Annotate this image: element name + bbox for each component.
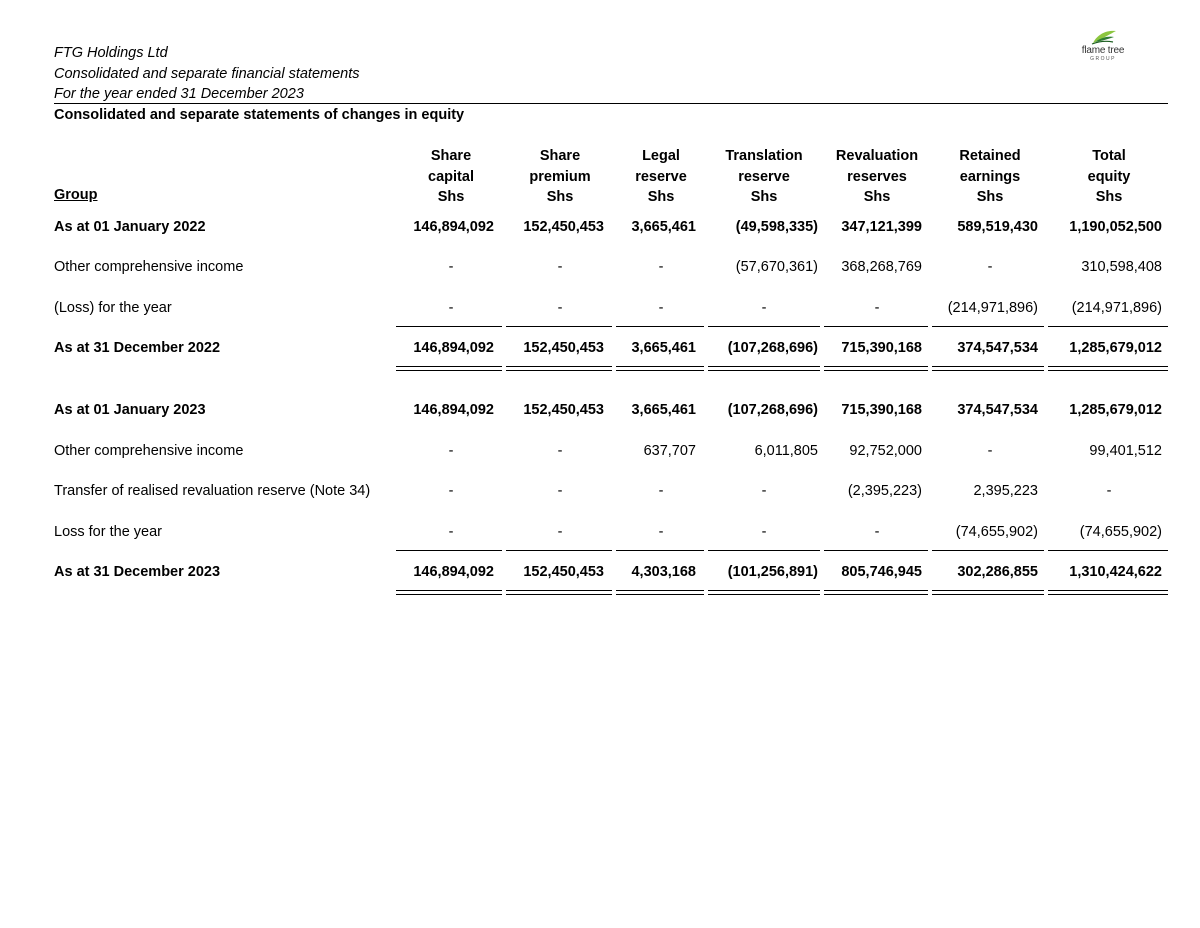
column-header: [1049, 146, 1169, 208]
column-header-line: Shs: [437, 189, 465, 205]
column-header-line: Revaluation: [835, 148, 919, 164]
table-cell: -: [448, 524, 454, 540]
table-cell: -: [448, 300, 454, 316]
table-cell: -: [987, 443, 993, 459]
table-cell: 3,665,461: [631, 219, 696, 235]
table-cell: 637,707: [643, 443, 696, 459]
period-subtitle: For the year ended 31 December 2023: [54, 86, 304, 102]
column-header-line: Share: [539, 148, 581, 164]
table-cell: (107,268,696): [727, 340, 818, 356]
table-cell: -: [557, 524, 563, 540]
table-cell: -: [761, 483, 767, 499]
subtotal-underline: [616, 550, 704, 551]
total-double-underline: [708, 366, 820, 371]
column-header-line: Shs: [647, 189, 675, 205]
table-cell: 368,268,769: [841, 259, 922, 275]
column-header-line: reserve: [635, 168, 687, 185]
table-cell: -: [658, 259, 664, 275]
table-cell: -: [1106, 483, 1112, 499]
table-cell: 715,390,168: [841, 340, 922, 356]
table-cell: 146,894,092: [413, 219, 494, 235]
row-label: Loss for the year: [54, 524, 162, 540]
column-header-line: earnings: [959, 168, 1021, 185]
table-cell: -: [987, 259, 993, 275]
table-cell: 152,450,453: [523, 340, 604, 356]
total-double-underline: [616, 366, 704, 371]
logo-wordmark: flame tree: [1081, 45, 1125, 56]
flame-tree-logo: [1078, 28, 1128, 64]
table-cell: 2,395,223: [973, 483, 1038, 499]
row-label: Other comprehensive income: [54, 259, 244, 275]
table-cell: 715,390,168: [841, 402, 922, 418]
column-header-line: equity: [1087, 168, 1131, 185]
company-name: FTG Holdings Ltd: [54, 45, 168, 61]
table-cell: (101,256,891): [727, 564, 818, 580]
column-header-line: Share: [430, 148, 472, 164]
table-cell: -: [874, 524, 880, 540]
table-cell: 152,450,453: [523, 402, 604, 418]
total-double-underline: [824, 366, 928, 371]
total-double-underline: [708, 590, 820, 595]
column-header-line: premium: [529, 168, 591, 185]
table-cell: -: [874, 300, 880, 316]
table-cell: -: [658, 524, 664, 540]
total-double-underline: [1048, 366, 1168, 371]
row-label: As at 31 December 2023: [54, 564, 221, 580]
subtotal-underline: [396, 550, 502, 551]
page-title: Consolidated and separate statements of changes in equity: [54, 107, 465, 123]
table-cell: -: [448, 259, 454, 275]
table-cell: (214,971,896): [1071, 300, 1162, 316]
column-header: [704, 146, 824, 208]
table-cell: 589,519,430: [957, 219, 1038, 235]
table-cell: 374,547,534: [957, 402, 1038, 418]
column-header-line: Shs: [1095, 189, 1123, 205]
subtotal-underline: [1048, 326, 1168, 327]
table-cell: 146,894,092: [413, 564, 494, 580]
column-header: [391, 146, 511, 208]
row-label: As at 31 December 2022: [54, 340, 221, 356]
column-header-line: reserve: [738, 168, 790, 185]
table-cell: 146,894,092: [413, 402, 494, 418]
subtotal-underline: [616, 326, 704, 327]
table-cell: 1,285,679,012: [1069, 402, 1162, 418]
row-label: Other comprehensive income: [54, 443, 244, 459]
total-double-underline: [616, 590, 704, 595]
table-cell: 152,450,453: [523, 219, 604, 235]
total-double-underline: [506, 366, 612, 371]
table-cell: 1,285,679,012: [1069, 340, 1162, 356]
group-label: Group: [54, 187, 98, 203]
table-cell: (107,268,696): [727, 402, 818, 418]
header-rule: [54, 103, 1168, 104]
table-cell: 805,746,945: [841, 564, 922, 580]
column-header: [601, 146, 721, 208]
subtotal-underline: [396, 326, 502, 327]
subtotal-underline: [932, 550, 1044, 551]
column-header-line: Retained: [959, 148, 1021, 164]
table-cell: (74,655,902): [1079, 524, 1162, 540]
subtotal-underline: [824, 550, 928, 551]
row-label: Transfer of realised revaluation reserve (Note 34): [54, 483, 371, 499]
leaf-icon: [1078, 28, 1128, 46]
row-label: As at 01 January 2022: [54, 219, 206, 235]
table-cell: -: [761, 300, 767, 316]
table-cell: 302,286,855: [957, 564, 1038, 580]
table-cell: -: [448, 483, 454, 499]
subtotal-underline: [932, 326, 1044, 327]
table-cell: 146,894,092: [413, 340, 494, 356]
table-cell: 4,303,168: [631, 564, 696, 580]
subtotal-underline: [824, 326, 928, 327]
column-header: [817, 146, 937, 208]
row-label: (Loss) for the year: [54, 300, 172, 316]
table-cell: (49,598,335): [735, 219, 818, 235]
subtotal-underline: [1048, 550, 1168, 551]
table-cell: 1,310,424,622: [1069, 564, 1162, 580]
column-header-line: reserves: [847, 168, 907, 185]
subtotal-underline: [506, 550, 612, 551]
total-double-underline: [396, 366, 502, 371]
table-cell: -: [658, 300, 664, 316]
table-cell: 92,752,000: [849, 443, 922, 459]
table-cell: -: [557, 443, 563, 459]
total-double-underline: [932, 366, 1044, 371]
table-cell: 310,598,408: [1081, 259, 1162, 275]
table-cell: 1,190,052,500: [1069, 219, 1162, 235]
column-header-line: capital: [428, 168, 474, 185]
table-cell: (2,395,223): [847, 483, 922, 499]
total-double-underline: [396, 590, 502, 595]
total-double-underline: [506, 590, 612, 595]
column-header: [930, 146, 1050, 208]
column-header-line: Translation: [725, 148, 803, 164]
column-header-line: Total: [1092, 148, 1126, 164]
table-cell: 152,450,453: [523, 564, 604, 580]
column-header-line: Shs: [750, 189, 778, 205]
table-cell: (74,655,902): [955, 524, 1038, 540]
total-double-underline: [932, 590, 1044, 595]
statements-subtitle: Consolidated and separate financial statements: [54, 66, 360, 82]
column-header-line: Legal: [642, 148, 680, 164]
total-double-underline: [1048, 590, 1168, 595]
table-cell: 347,121,399: [841, 219, 922, 235]
table-cell: 374,547,534: [957, 340, 1038, 356]
table-cell: -: [557, 259, 563, 275]
subtotal-underline: [506, 326, 612, 327]
table-cell: 3,665,461: [631, 402, 696, 418]
column-header-line: Shs: [863, 189, 891, 205]
table-cell: -: [557, 300, 563, 316]
row-label: As at 01 January 2023: [54, 402, 206, 418]
subtotal-underline: [708, 550, 820, 551]
table-cell: -: [557, 483, 563, 499]
table-cell: (57,670,361): [735, 259, 818, 275]
logo-subtext: GROUP: [1090, 56, 1116, 62]
table-cell: 3,665,461: [631, 340, 696, 356]
table-cell: 6,011,805: [754, 443, 818, 459]
column-header-line: Shs: [976, 189, 1004, 205]
table-cell: 99,401,512: [1089, 443, 1162, 459]
table-cell: -: [761, 524, 767, 540]
table-cell: (214,971,896): [947, 300, 1038, 316]
table-cell: -: [658, 483, 664, 499]
column-header-line: Shs: [546, 189, 574, 205]
table-cell: -: [448, 443, 454, 459]
subtotal-underline: [708, 326, 820, 327]
total-double-underline: [824, 590, 928, 595]
